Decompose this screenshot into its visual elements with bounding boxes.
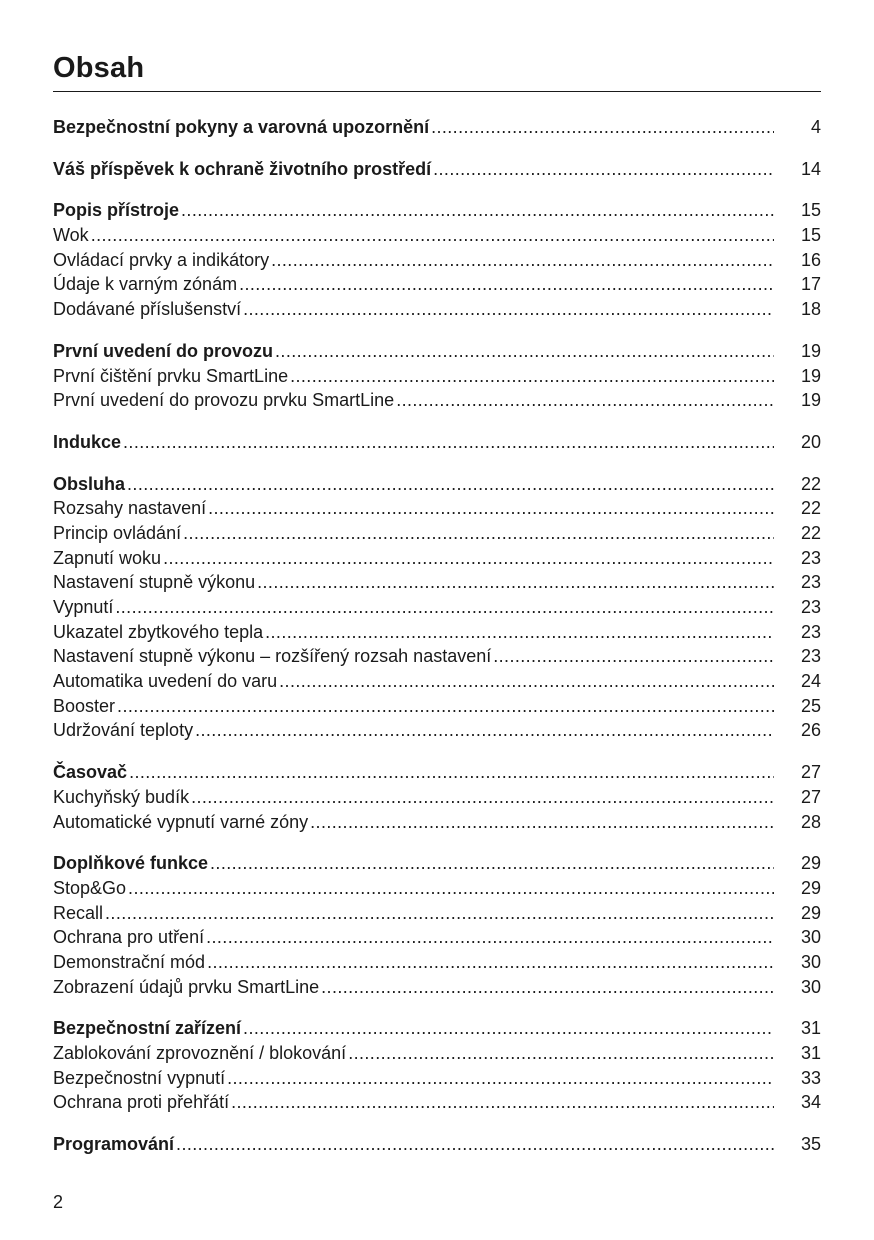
toc-entry-title: Popis přístroje	[53, 200, 180, 221]
toc-entry[interactable]	[53, 620, 821, 645]
toc-entry[interactable]	[53, 1066, 821, 1091]
dot-leader	[105, 901, 774, 926]
toc-section	[53, 157, 821, 182]
toc-entry[interactable]	[53, 669, 821, 694]
toc-entry-title: Vypnutí	[53, 597, 114, 617]
toc-section	[53, 198, 821, 321]
toc-entry-title: Indukce	[53, 431, 122, 452]
toc-section-heading[interactable]	[53, 430, 821, 455]
dot-leader	[243, 1016, 774, 1041]
toc-section	[53, 1132, 821, 1157]
toc-page-number: 24	[800, 671, 821, 692]
page-title: Obsah	[53, 52, 145, 84]
dot-leader	[310, 810, 774, 835]
toc-page-number: 27	[800, 786, 821, 807]
toc-entry-title: Automatické vypnutí varné zóny	[53, 811, 309, 832]
toc-entry-title: Udržování teploty	[53, 720, 194, 741]
dot-leader	[183, 521, 774, 546]
toc-page-number: 27	[800, 762, 821, 783]
toc-entry[interactable]	[53, 694, 821, 719]
title-divider	[53, 91, 821, 92]
dot-leader	[210, 851, 774, 876]
toc-entry[interactable]	[53, 975, 821, 1000]
toc-entry[interactable]	[53, 223, 821, 248]
toc-page-number: 29	[800, 902, 821, 923]
toc-page-number: 25	[800, 695, 821, 716]
toc-page-number: 22	[800, 522, 821, 543]
toc-section-heading[interactable]	[53, 339, 821, 364]
toc-entry[interactable]	[53, 364, 821, 389]
toc-page-number: 18	[800, 299, 821, 320]
dot-leader	[431, 115, 774, 140]
toc-page-number: 19	[800, 390, 821, 411]
toc-entry-title: Nastavení stupně výkonu – rozšířený rozsah nastavení	[53, 646, 492, 667]
toc-entry-title: Bezpečnostní vypnutí	[53, 1067, 226, 1088]
toc-entry-title: Časovač	[53, 762, 128, 783]
toc-entry-title: Ovládací prvky a indikátory	[53, 249, 270, 270]
toc-page-number: 23	[800, 597, 821, 617]
dot-leader	[123, 430, 774, 455]
dot-leader	[163, 546, 774, 571]
dot-leader	[396, 388, 774, 413]
toc-entry[interactable]	[53, 876, 821, 901]
toc-page-number: 15	[800, 225, 821, 246]
toc-page-number: 30	[800, 951, 821, 972]
table-of-contents	[53, 115, 821, 1174]
toc-section	[53, 1016, 821, 1115]
toc-entry[interactable]	[53, 925, 821, 950]
toc-entry-title: Wok	[53, 225, 89, 246]
toc-entry[interactable]	[53, 297, 821, 322]
dot-leader	[117, 694, 774, 719]
dot-leader	[348, 1041, 774, 1066]
toc-page-number: 29	[800, 853, 821, 874]
toc-entry[interactable]	[53, 388, 821, 413]
toc-entry[interactable]	[53, 810, 821, 835]
toc-entry-title: První uvedení do provozu prvku SmartLine	[53, 390, 395, 411]
toc-entry-title: Bezpečnostní zařízení	[53, 1018, 242, 1039]
toc-section-heading[interactable]	[53, 115, 821, 140]
toc-entry[interactable]	[53, 546, 821, 571]
toc-page-number: 22	[800, 473, 821, 494]
toc-entry[interactable]	[53, 248, 821, 273]
dot-leader	[129, 760, 774, 785]
toc-section	[53, 760, 821, 834]
toc-page-number: 23	[800, 572, 821, 593]
toc-entry-title: Stop&Go	[53, 877, 127, 898]
toc-entry-title: Ukazatel zbytkového tepla	[53, 621, 264, 642]
dot-leader	[127, 472, 774, 497]
dot-leader	[176, 1132, 774, 1157]
toc-page-number: 4	[810, 117, 821, 137]
toc-page-number: 15	[800, 200, 821, 221]
toc-page-number: 34	[800, 1092, 821, 1113]
dot-leader	[493, 644, 774, 669]
toc-entry-title: Zablokování zprovoznění / blokování	[53, 1043, 347, 1063]
toc-entry[interactable]	[53, 950, 821, 975]
toc-page-number: 31	[800, 1018, 821, 1039]
dot-leader	[91, 223, 774, 248]
toc-entry-title: Ochrana proti přehřátí	[53, 1092, 230, 1113]
dot-leader	[243, 297, 774, 322]
toc-page-number: 17	[800, 274, 821, 295]
toc-page-number: 14	[800, 158, 821, 179]
toc-page-number: 19	[800, 365, 821, 386]
dot-leader	[321, 975, 774, 1000]
dot-leader	[181, 198, 774, 223]
dot-leader	[433, 157, 774, 182]
toc-entry-title: Booster	[53, 695, 116, 716]
dot-leader	[207, 950, 774, 975]
toc-entry-title: Demonstrační mód	[53, 951, 206, 972]
dot-leader	[206, 925, 774, 950]
toc-page-number: 30	[800, 927, 821, 948]
dot-leader	[279, 669, 774, 694]
toc-page-number: 30	[800, 976, 821, 997]
dot-leader	[227, 1066, 774, 1091]
toc-entry-title: Princip ovládání	[53, 522, 182, 543]
toc-page-number: 20	[800, 431, 821, 452]
toc-section-heading[interactable]	[53, 157, 821, 182]
toc-entry[interactable]	[53, 785, 821, 810]
toc-page-number: 19	[800, 340, 821, 361]
toc-page-number: 31	[800, 1043, 821, 1063]
toc-entry-title: Kuchyňský budík	[53, 786, 190, 807]
toc-entry[interactable]	[53, 272, 821, 297]
toc-section-heading[interactable]	[53, 1016, 821, 1041]
dot-leader	[195, 718, 774, 743]
toc-entry-title: Doplňkové funkce	[53, 853, 209, 874]
dot-leader	[271, 248, 774, 273]
toc-section-heading[interactable]	[53, 1132, 821, 1157]
toc-entry-title: Zapnutí woku	[53, 547, 162, 568]
toc-page-number: 26	[800, 720, 821, 741]
toc-entry[interactable]	[53, 570, 821, 595]
toc-page-number: 29	[800, 877, 821, 898]
toc-entry-title: Váš příspěvek k ochraně životního prostředí	[53, 158, 432, 179]
toc-entry[interactable]	[53, 901, 821, 926]
toc-entry-title: Recall	[53, 902, 104, 923]
toc-section	[53, 430, 821, 455]
dot-leader	[257, 570, 774, 595]
toc-page-number: 23	[800, 547, 821, 568]
toc-section-heading[interactable]	[53, 851, 821, 876]
toc-section	[53, 115, 821, 140]
toc-entry[interactable]	[53, 521, 821, 546]
toc-page-number: 16	[800, 249, 821, 270]
toc-entry[interactable]	[53, 595, 821, 620]
dot-leader	[231, 1090, 774, 1115]
dot-leader	[191, 785, 774, 810]
dot-leader	[208, 496, 774, 521]
toc-entry-title: První uvedení do provozu	[53, 340, 274, 361]
toc-entry-title: Programování	[53, 1134, 175, 1155]
toc-section	[53, 339, 821, 413]
dot-leader	[128, 876, 774, 901]
toc-page-number: 23	[800, 621, 821, 642]
toc-page-number: 35	[800, 1134, 821, 1155]
toc-entry-title: Dodávané příslušenství	[53, 299, 242, 320]
toc-entry-title: Ochrana pro utření	[53, 927, 205, 948]
toc-entry-title: První čištění prvku SmartLine	[53, 365, 289, 386]
toc-entry-title: Rozsahy nastavení	[53, 498, 207, 519]
toc-entry-title: Zobrazení údajů prvku SmartLine	[53, 976, 320, 997]
toc-page-number: 28	[800, 811, 821, 832]
toc-entry[interactable]	[53, 718, 821, 743]
toc-entry-title: Údaje k varným zónám	[53, 274, 238, 295]
toc-page-number: 33	[800, 1067, 821, 1088]
dot-leader	[115, 595, 774, 620]
dot-leader	[290, 364, 774, 389]
dot-leader	[265, 620, 774, 645]
page-number: 2	[53, 1192, 64, 1212]
toc-entry[interactable]	[53, 1090, 821, 1115]
toc-entry[interactable]	[53, 644, 821, 669]
dot-leader	[275, 339, 774, 364]
toc-page-number: 23	[800, 646, 821, 667]
toc-section-heading[interactable]	[53, 472, 821, 497]
toc-entry-title: Bezpečnostní pokyny a varovná upozornění	[53, 117, 430, 137]
toc-entry[interactable]	[53, 1041, 821, 1066]
toc-entry-title: Obsluha	[53, 473, 126, 494]
toc-entry[interactable]	[53, 496, 821, 521]
toc-section-heading[interactable]	[53, 198, 821, 223]
toc-section	[53, 472, 821, 744]
toc-section-heading[interactable]	[53, 760, 821, 785]
toc-entry-title: Nastavení stupně výkonu	[53, 572, 256, 593]
toc-page-number: 22	[800, 498, 821, 519]
dot-leader	[239, 272, 774, 297]
toc-entry-title: Automatika uvedení do varu	[53, 671, 278, 692]
toc-section	[53, 851, 821, 999]
